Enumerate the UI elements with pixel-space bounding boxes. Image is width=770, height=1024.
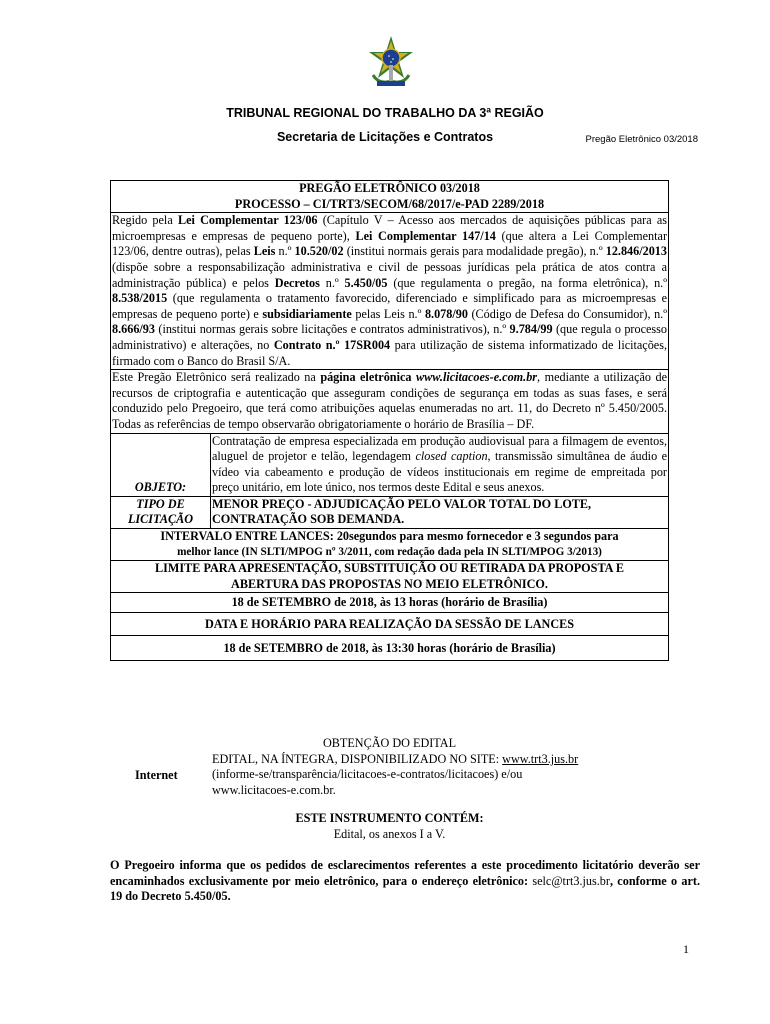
licitacoes-site-text: www.licitacoes-e.com.br. [212, 782, 336, 797]
proposal-deadline-date: 18 de SETEMBRO de 2018, às 13 horas (horário de Brasília) [111, 593, 669, 613]
internet-label: Internet [135, 767, 178, 782]
notice-title: PREGÃO ELETRÔNICO 03/2018 [299, 181, 480, 195]
table-row [111, 213, 669, 370]
contents-section [110, 811, 669, 842]
court-title: TRIBUNAL REGIONAL DO TRABALHO DA 3ª REGIÃO [226, 106, 544, 120]
contents-text: Edital, os anexos I a V. [333, 826, 446, 841]
bid-interval-cell [111, 529, 669, 561]
trt3-site-link[interactable]: www.trt3.jus.br [502, 751, 579, 766]
session-date: 18 de SETEMBRO de 2018, às 13:30 horas (horário de Brasília) [111, 636, 669, 661]
page-number: 1 [683, 942, 689, 956]
session-title: DATA E HORÁRIO PARA REALIZAÇÃO DA SESSÃO DE LANCES [111, 613, 669, 636]
bid-type-value: MENOR PREÇO - ADJUDICAÇÃO PELO VALOR TOTAL DO LOTE, CONTRATAÇÃO SOB DEMANDA. [211, 496, 669, 528]
bid-type-label: TIPO DE LICITAÇÃO [111, 496, 211, 528]
table-row [111, 613, 669, 636]
department-subtitle: Secretaria de Licitações e Contratos [276, 130, 494, 144]
table-row [111, 561, 669, 593]
table-row [111, 593, 669, 613]
notice-title-cell [111, 181, 669, 213]
document-reference: Pregão Eletrônico 03/2018 [585, 134, 698, 145]
object-label: OBJETO: [111, 433, 211, 496]
coat-of-arms-seal [367, 35, 415, 89]
process-number: PROCESSO – CI/TRT3/SECOM/68/2017/e-PAD 2289/2018 [234, 196, 545, 211]
obtainment-title: OBTENÇÃO DO EDITAL [322, 736, 457, 750]
table-row [111, 636, 669, 661]
electronic-auction-paragraph: Este Pregão Eletrônico será realizado na página eletrônica www.licitacoes-e.com.br, mediante a utilização de recursos de criptografia e autenticação que asseguram condições de segurança em todas as suas fases, e será conduzido pelo Pregoeiro, que terá como atribuições aquelas enumeradas no art. 11, do Decreto nº 5.450/2005. Todas as referências de tempo observarão obrigatoriamente o horário de Brasília – DF. [111, 370, 669, 433]
proposal-deadline-title: LIMITE PARA APRESENTAÇÃO, SUBSTITUIÇÃO OU RETIRADA DA PROPOSTA E ABERTURA DAS PROPOSTAS NO MEIO ELETRÔNICO. [111, 561, 669, 593]
summary-table [110, 180, 669, 661]
table-row [111, 181, 669, 213]
clarification-email[interactable]: selc@trt3.jus.br [532, 873, 610, 888]
table-row [111, 433, 669, 496]
contents-title: ESTE INSTRUMENTO CONTÉM: [295, 811, 484, 825]
table-row [111, 529, 669, 561]
obtainment-text: EDITAL, NA ÍNTEGRA, DISPONIBILIZADO NO SITE: www.trt3.jus.br (informe-se/transparência/licitacoes-e-contratos/licitacoes) e/ou www.licitacoes-e.com.br. [212, 752, 669, 799]
edital-obtainment-section [110, 736, 669, 800]
table-row [111, 370, 669, 433]
auction-site-link[interactable]: www.licitacoes-e.com.br [415, 370, 538, 385]
bid-interval-line2: melhor lance (IN SLTI/MPOG nº 3/2011, com redação dada pela IN SLTI/MPOG 3/2013) [177, 545, 602, 558]
table-row [111, 496, 669, 528]
clarification-notice: O Pregoeiro informa que os pedidos de esclarecimentos referentes a este procedimento licitatório deverão ser encaminhados exclusivamente por meio eletrônico, para o endereço eletrônico: selc@trt3.jus.br, conforme o art. 19 do Decreto 5.450/05. [110, 858, 701, 904]
legal-basis-paragraph: Regido pela Lei Complementar 123/06 (Capítulo V – Acesso aos mercados de aquisições públicas para as microempresas e empresas de pequeno porte), Lei Complementar 147/14 (que altera a Lei Complementar 123/06, dentre outras), pelas Leis n.º 10.520/02 (institui normais gerais para modalidade pregão), n.º 12.846/2013 (dispõe sobre a responsabilização administrativa e civil de pessoas jurídicas pela prática de atos contra a administração pública) e pelos Decretos n.º 5.450/05 (que regulamenta o pregão, na forma eletrônica), n.º 8.538/2015 (que regulamenta o tratamento favorecido, diferenciado e simplificado para as microempresas e empresas de pequeno porte) e subsidiariamente pelas Leis n.º 8.078/90 (Código de Defesa do Consumidor), n.º 8.666/93 (institui normas gerais sobre licitações e contratos administrativos), n.º 9.784/99 (que regula o processo administrativo) e alterações, no Contrato n.º 17SR004 para utilização de sistema informatizado de licitações, firmado com o Banco do Brasil S/A. [111, 213, 669, 370]
object-description: Contratação de empresa especializada em produção audiovisual para a filmagem de eventos, aluguel de projetor e telão, legendagem closed caption, transmissão simultânea de áudio e vídeo via cabeamento e produção de vídeos institucionais em regime de empreitada por preço unitário, em lote único, nos termos deste Edital e seus anexos. [211, 433, 669, 496]
bid-interval-line1: INTERVALO ENTRE LANCES: 20segundos para mesmo fornecedor e 3 segundos para [160, 529, 619, 544]
